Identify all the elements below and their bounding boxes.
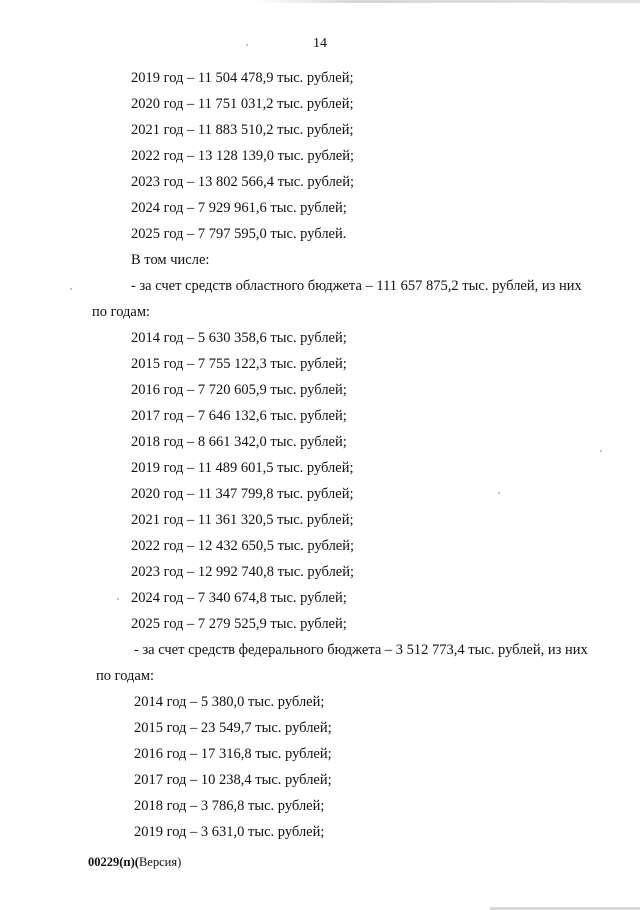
budget-line: 2020 год – 11 347 799,8 тыс. рублей; — [131, 486, 354, 502]
budget-line: 2022 год – 13 128 139,0 тыс. рублей; — [131, 148, 355, 164]
budget-line: 2019 год – 3 631,0 тыс. рублей; — [134, 824, 325, 840]
budget-line: 2015 год – 23 549,7 тыс. рублей; — [134, 720, 332, 736]
budget-line: 2023 год – 12 992 740,8 тыс. рублей; — [131, 564, 355, 580]
regional-budget-total: - за счет средств областного бюджета – 111 657 875,2 тыс. рублей, из них — [131, 278, 582, 294]
footer-code: 00229(п)( — [88, 855, 139, 869]
budget-line: 2014 год – 5 380,0 тыс. рублей; — [134, 694, 325, 710]
budget-line: 2020 год – 11 751 031,2 тыс. рублей; — [131, 96, 354, 112]
budget-line: 2023 год – 13 802 566,4 тыс. рублей; — [131, 174, 355, 190]
federal-budget-total: - за счет средств федерального бюджета – 3 512 773,4 тыс. рублей, из них — [134, 642, 588, 658]
budget-line: 2016 год – 17 316,8 тыс. рублей; — [134, 746, 332, 762]
budget-line: 2016 год – 7 720 605,9 тыс. рублей; — [131, 382, 347, 398]
budget-line: 2024 год – 7 929 961,6 тыс. рублей; — [131, 200, 347, 216]
by-years-label: по годам: — [92, 304, 151, 320]
document-footer — [88, 855, 181, 870]
budget-line: 2018 год – 3 786,8 тыс. рублей; — [134, 798, 325, 814]
scan-speck — [498, 492, 500, 494]
budget-line: 2017 год – 7 646 132,6 тыс. рублей; — [131, 408, 347, 424]
scan-speck — [117, 598, 119, 600]
budget-line: 2019 год – 11 504 478,9 тыс. рублей; — [131, 70, 354, 86]
scan-speck — [600, 450, 602, 452]
scan-edge-top — [0, 0, 640, 3]
budget-line: 2014 год – 5 630 358,6 тыс. рублей; — [131, 330, 347, 346]
scan-speck — [70, 288, 72, 290]
budget-line: 2025 год – 7 279 525,9 тыс. рублей; — [131, 616, 347, 632]
by-years-label: по годам: — [96, 668, 155, 684]
budget-line: 2017 год – 10 238,4 тыс. рублей; — [134, 772, 332, 788]
budget-line: 2019 год – 11 489 601,5 тыс. рублей; — [131, 460, 354, 476]
budget-line: 2021 год – 11 361 320,5 тыс. рублей; — [131, 512, 354, 528]
budget-line: 2018 год – 8 661 342,0 тыс. рублей; — [131, 434, 347, 450]
page-number: 14 — [313, 36, 327, 51]
footer-version: Версия) — [138, 855, 182, 869]
section-intro: В том числе: — [131, 252, 210, 268]
budget-line: 2015 год – 7 755 122,3 тыс. рублей; — [131, 356, 347, 372]
budget-line: 2021 год – 11 883 510,2 тыс. рублей; — [131, 122, 354, 138]
budget-line: 2025 год – 7 797 595,0 тыс. рублей. — [131, 226, 347, 242]
budget-line: 2024 год – 7 340 674,8 тыс. рублей; — [131, 590, 347, 606]
budget-line: 2022 год – 12 432 650,5 тыс. рублей; — [131, 538, 355, 554]
